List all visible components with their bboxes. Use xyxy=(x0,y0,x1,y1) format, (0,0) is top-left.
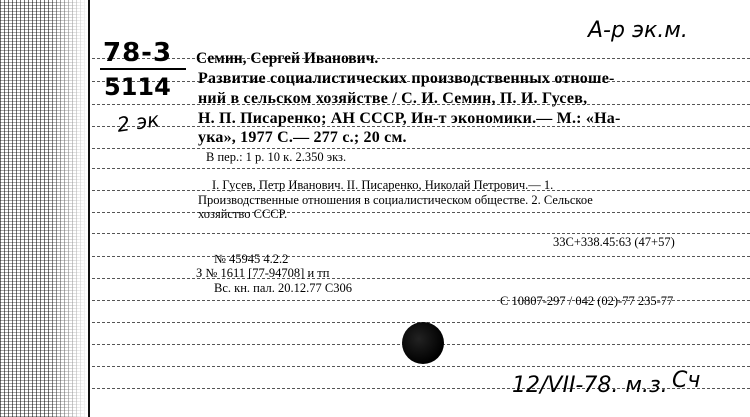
order-line: З № 1611 [77-94708] и тп xyxy=(196,266,330,280)
ruling-line xyxy=(92,233,750,234)
punch-hole xyxy=(402,322,444,364)
author-heading: Семин, Сергей Иванович. xyxy=(196,50,379,67)
signed-to-print-line: Вс. кн. пал. 20.12.77 С306 xyxy=(214,281,352,295)
ruling-line xyxy=(92,58,750,59)
price-line: В пер.: 1 р. 10 к. 2.350 экз. xyxy=(206,150,347,164)
subject-line: I. Гусев, Петр Иванович. II. Писаренко, Николай Петрович.— 1. xyxy=(212,178,554,192)
handwritten-date: 12/VII-78. м.з. xyxy=(512,373,668,398)
copies-note: 2 эк xyxy=(115,107,161,137)
title-line: Н. П. Писаренко; АН СССР, Ин-т экономики.— М.: «На- xyxy=(198,110,621,127)
ruling-line xyxy=(92,148,750,149)
card-code: С 10807-297 / 042 (02)-77 235-77 xyxy=(500,294,674,308)
corner-note: А-р эк.м. xyxy=(588,18,688,43)
ruling-line xyxy=(92,168,750,169)
subject-line: Производственные отношения в социалистическом обществе. 2. Сельское xyxy=(198,193,593,207)
inventory-number: № 45945 4.2.2 xyxy=(214,252,289,266)
title-line: ука», 1977 С.— 277 с.; 20 см. xyxy=(198,129,407,146)
subject-line: хозяйство СССР. xyxy=(198,207,288,221)
call-number-bottom: 5114 xyxy=(104,73,171,101)
ruling-line xyxy=(92,256,750,257)
ruling-line xyxy=(92,212,750,213)
classification-code: 33С+338.45:63 (47+57) xyxy=(553,235,675,249)
call-number-top: 78-3 xyxy=(103,38,173,68)
handwritten-signature: Сч xyxy=(672,368,701,393)
margin-rule xyxy=(88,0,90,417)
call-number-underline xyxy=(100,68,186,70)
title-line: ний в сельском хозяйстве / С. И. Семин, П. И. Гусев, xyxy=(198,90,588,107)
ruling-line xyxy=(92,366,750,367)
title-line: Развитие социалистических производственных отноше- xyxy=(198,70,615,87)
ruling-line xyxy=(92,278,750,279)
scan-edge-noise xyxy=(0,0,88,417)
